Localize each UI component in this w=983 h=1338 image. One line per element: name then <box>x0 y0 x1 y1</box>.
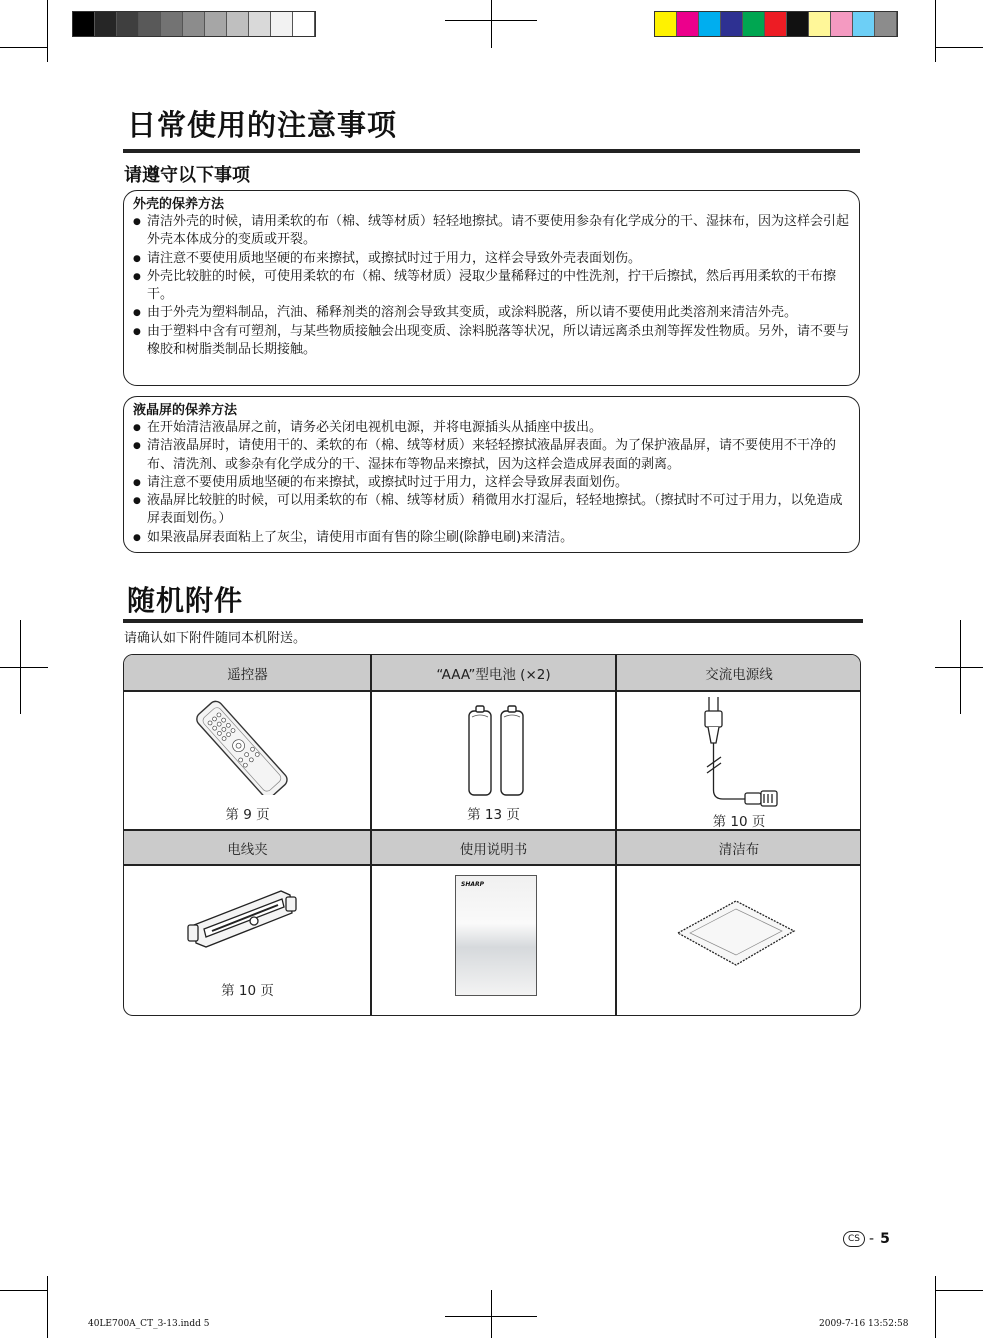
crop-mark <box>960 620 961 714</box>
accessory-header: 清洁布 <box>616 830 861 865</box>
page-reference: 第 13 页 <box>467 807 520 823</box>
accessory-header: 交流电源线 <box>616 655 861 691</box>
manual-brand: SHARP <box>461 881 485 888</box>
power-cord-icon <box>699 695 789 810</box>
crop-mark <box>445 1316 537 1317</box>
page-reference: 第 10 页 <box>712 814 766 830</box>
crop-mark <box>0 1290 48 1291</box>
page-number-value: 5 <box>880 1231 890 1247</box>
crop-mark <box>491 1290 492 1338</box>
table-divider <box>370 655 372 1015</box>
manual-cover <box>455 875 537 996</box>
language-badge: CS <box>843 1231 865 1247</box>
case-care-list <box>133 213 849 359</box>
crop-mark <box>935 667 983 668</box>
page-reference: 第 9 页 <box>225 807 270 823</box>
table-divider <box>615 655 617 1015</box>
grayscale-color-bar <box>72 11 316 37</box>
title-rule <box>123 149 860 153</box>
page-title: 日常使用的注意事项 <box>127 108 398 142</box>
battery-icon <box>466 705 528 797</box>
accessory-header: 使用说明书 <box>371 830 616 865</box>
accessories-rule <box>123 619 863 623</box>
list-item: ● 由于塑料中含有可塑剂，与某些物质接触会出现变质、涂料脱落等状况，所以请远离杀虫剂等挥发性物质。另外，请不要与橡胶和树脂类制品长期接触。 <box>133 323 849 360</box>
accessory-header: 电线夹 <box>124 830 371 865</box>
footer-file: 40LE700A_CT_3-13.indd 5 <box>88 1319 210 1329</box>
list-item: ● 由于外壳为塑料制品，汽油、稀释剂类的溶剂会导致其变质，或涂料脱落，所以请不要使用此类溶剂来清洁外壳。 <box>133 304 849 322</box>
crop-mark <box>0 667 48 668</box>
lcd-care-heading: 液晶屏的保养方法 <box>133 403 238 418</box>
accessories-table <box>123 654 861 1016</box>
crop-mark <box>935 1276 936 1338</box>
page-number <box>843 1231 890 1247</box>
page-reference: 第 10 页 <box>221 983 274 999</box>
crop-mark <box>0 47 48 48</box>
crop-mark <box>491 0 492 48</box>
accessory-header: “AAA”型电池 (×2) <box>371 655 616 691</box>
crop-mark <box>20 620 21 714</box>
process-color-bar <box>654 11 898 37</box>
remote-control-icon <box>190 700 295 795</box>
page-number-separator: - <box>869 1231 875 1247</box>
lcd-care-list <box>133 419 849 547</box>
crop-mark <box>47 0 48 62</box>
crop-mark <box>445 20 537 21</box>
list-item: ● 请注意不要使用质地坚硬的布来擦拭，或擦拭时过于用力，这样会导致外壳表面划伤。 <box>133 250 849 268</box>
accessories-title: 随机附件 <box>127 584 244 617</box>
case-care-heading: 外壳的保养方法 <box>133 197 225 212</box>
accessories-intro: 请确认如下附件随同本机附送。 <box>124 631 307 646</box>
lcd-care-box <box>123 396 860 553</box>
list-item: ● 清洁液晶屏时，请使用干的、柔软的布（棉、绒等材质）来轻轻擦拭液晶屏表面。为了保护液晶屏，请不要使用不干净的布、清洗剂、或参杂有化学成分的干、湿抹布等物品来擦拭，因为这样会造成屏表面的剥离。 <box>133 437 849 474</box>
list-item: ● 请注意不要使用质地坚硬的布来擦拭，或擦拭时过于用力，这样会导致屏表面划伤。 <box>133 474 849 492</box>
case-care-box <box>123 190 860 386</box>
footer-timestamp: 2009-7-16 13:52:58 <box>819 1319 909 1329</box>
section-subtitle: 请遵守以下事项 <box>124 165 250 186</box>
cable-clamp-icon <box>186 885 301 955</box>
list-item: ● 如果液晶屏表面粘上了灰尘，请使用市面有售的除尘刷(除静电刷)来清洁。 <box>133 529 849 547</box>
table-divider <box>124 690 860 692</box>
crop-mark <box>935 1290 983 1291</box>
table-divider <box>124 864 860 866</box>
list-item: ● 外壳比较脏的时候，可使用柔软的布（棉、绒等材质）浸取少量稀释过的中性洗剂，拧干后擦拭，然后再用柔软的干布擦干。 <box>133 268 849 305</box>
list-item: ● 液晶屏比较脏的时候，可以用柔软的布（棉、绒等材质）稍微用水打湿后，轻轻地擦拭。（擦拭时不可过于用力，以免造成屏表面划伤。） <box>133 492 849 529</box>
list-item: ● 清洁外壳的时候，请用柔软的布（棉、绒等材质）轻轻地擦拭。请不要使用参杂有化学成分的干、湿抹布，因为这样会引起外壳本体成分的变质或开裂。 <box>133 213 849 250</box>
crop-mark <box>47 1276 48 1338</box>
accessory-header: 遥控器 <box>124 655 371 691</box>
crop-mark <box>935 0 936 62</box>
crop-mark <box>935 47 983 48</box>
cleaning-cloth-icon <box>674 895 799 970</box>
list-item: ● 在开始清洁液晶屏之前，请务必关闭电视机电源，并将电源插头从插座中拔出。 <box>133 419 849 437</box>
